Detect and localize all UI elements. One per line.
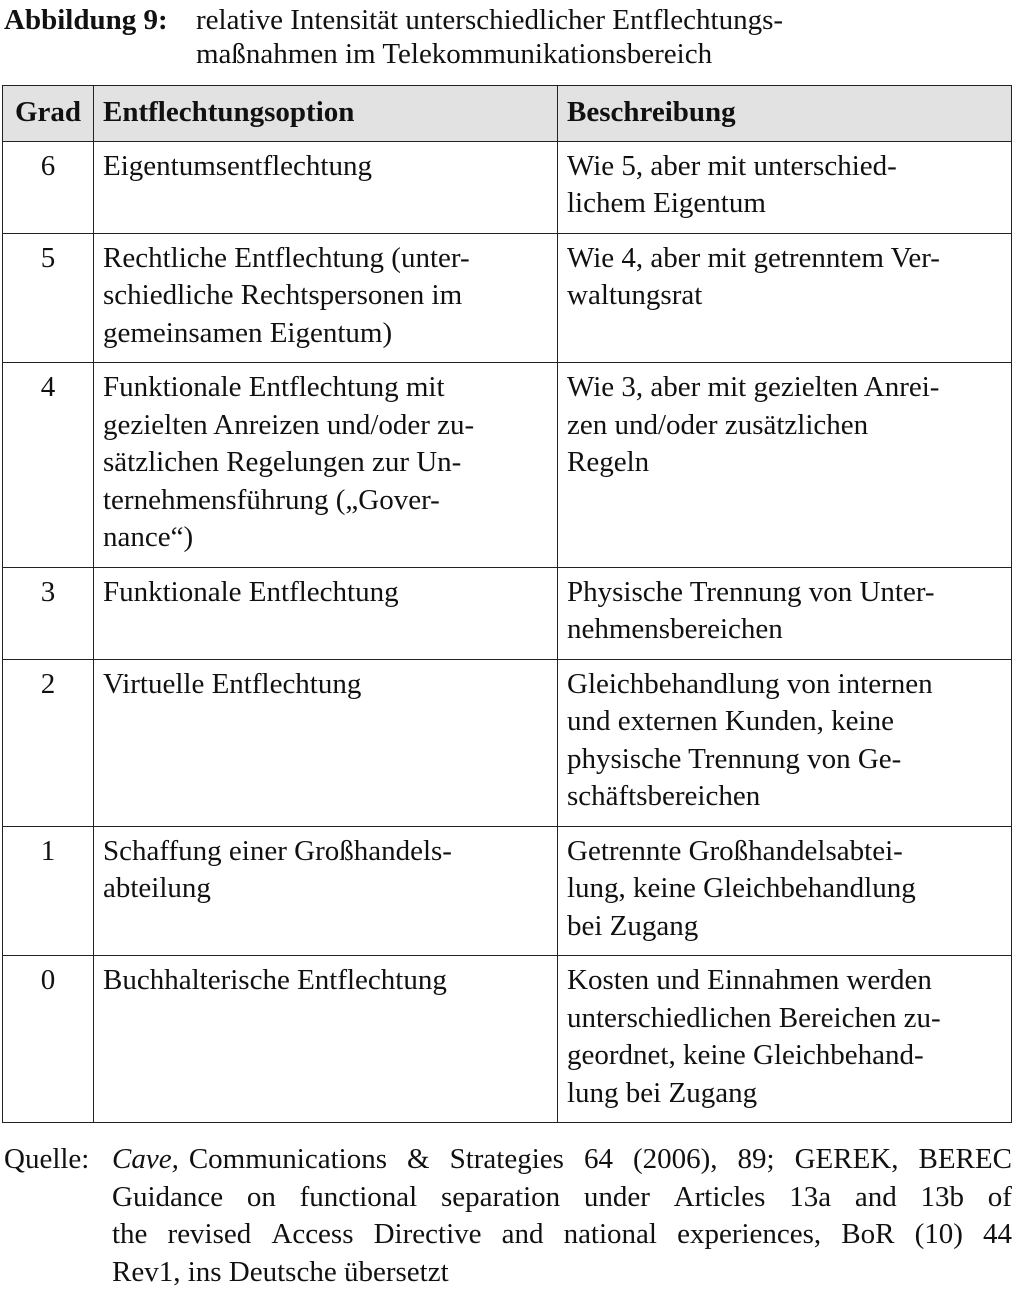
description-line: physische Trennung von Ge- bbox=[567, 741, 1003, 779]
cell-description bbox=[558, 567, 1012, 659]
table-header-row bbox=[3, 86, 1012, 142]
source-word: functional bbox=[300, 1179, 418, 1217]
description-line: Physische Trennung von Unter- bbox=[567, 574, 1003, 612]
cell-option bbox=[94, 826, 558, 956]
source-word: experiences, bbox=[677, 1216, 821, 1254]
option-line: Funktionale Entflechtung bbox=[103, 574, 549, 612]
caption-title-line-1: relative Intensität unterschiedlicher Entflechtungs- bbox=[196, 2, 783, 38]
description-line: Kosten und Einnahmen werden bbox=[567, 962, 1003, 1000]
option-line: schiedliche Rechtspersonen im bbox=[103, 277, 549, 315]
source-word: 64 bbox=[584, 1141, 613, 1179]
option-line: abteilung bbox=[103, 870, 549, 908]
source-author: Cave, bbox=[112, 1141, 179, 1179]
option-line: Funktionale Entflechtung mit bbox=[103, 369, 549, 407]
cell-grad: 6 bbox=[3, 141, 94, 233]
table-row bbox=[3, 233, 1012, 363]
source-word: 13b bbox=[920, 1179, 964, 1217]
cell-grad: 3 bbox=[3, 567, 94, 659]
cell-option bbox=[94, 659, 558, 826]
description-line: zen und/oder zusätzlichen bbox=[567, 407, 1003, 445]
cell-grad: 5 bbox=[3, 233, 94, 363]
table-row bbox=[3, 567, 1012, 659]
source-line-1-text bbox=[189, 1141, 1012, 1179]
source-word: Communications bbox=[189, 1141, 387, 1179]
table-row bbox=[3, 956, 1012, 1123]
cell-option bbox=[94, 567, 558, 659]
source-word: Articles bbox=[674, 1179, 766, 1217]
source-word: (10) bbox=[915, 1216, 963, 1254]
source-word: national bbox=[564, 1216, 657, 1254]
description-line: unterschiedlichen Bereichen zu- bbox=[567, 1000, 1003, 1038]
option-line: Schaffung einer Großhandels- bbox=[103, 833, 549, 871]
cell-grad: 2 bbox=[3, 659, 94, 826]
option-line: ternehmensführung („Gover- bbox=[103, 482, 549, 520]
cell-description bbox=[558, 233, 1012, 363]
caption-title-line-2: maßnahmen im Telekommunikationsbereich bbox=[196, 36, 712, 72]
source-word: Access bbox=[271, 1216, 353, 1254]
source-word: Directive bbox=[374, 1216, 482, 1254]
description-line: bei Zugang bbox=[567, 908, 1003, 946]
option-line: Buchhalterische Entflechtung bbox=[103, 962, 549, 1000]
description-line: lung, keine Gleichbehandlung bbox=[567, 870, 1003, 908]
option-line: nance“) bbox=[103, 519, 549, 557]
description-line: lichem Eigentum bbox=[567, 185, 1003, 223]
table-row bbox=[3, 659, 1012, 826]
source-word: BEREC bbox=[919, 1141, 1012, 1179]
caption-label: Abbildung 9: bbox=[4, 2, 168, 38]
cell-grad: 1 bbox=[3, 826, 94, 956]
unbundling-table bbox=[2, 85, 1012, 1123]
description-line: Wie 4, aber mit getrenntem Ver- bbox=[567, 240, 1003, 278]
description-line: Wie 5, aber mit unterschied- bbox=[567, 148, 1003, 186]
source-word: & bbox=[407, 1141, 430, 1179]
option-line: gezielten Anreizen und/oder zu- bbox=[103, 407, 549, 445]
description-line: Regeln bbox=[567, 444, 1003, 482]
source-word: Strategies bbox=[450, 1141, 564, 1179]
cell-description bbox=[558, 826, 1012, 956]
cell-description bbox=[558, 363, 1012, 568]
source-word: (2006), bbox=[633, 1141, 718, 1179]
source-line-2 bbox=[112, 1179, 1012, 1217]
source-word: GEREK, bbox=[795, 1141, 899, 1179]
description-line: Gleichbehandlung von internen bbox=[567, 666, 1003, 704]
source-label: Quelle: bbox=[4, 1141, 89, 1179]
source-word: 44 bbox=[983, 1216, 1012, 1254]
source-word: revised bbox=[168, 1216, 252, 1254]
header-description: Beschreibung bbox=[558, 86, 1012, 142]
source-word: of bbox=[988, 1179, 1012, 1217]
source-line-3 bbox=[112, 1216, 1012, 1254]
option-line: Virtuelle Entflechtung bbox=[103, 666, 549, 704]
cell-description bbox=[558, 956, 1012, 1123]
cell-option bbox=[94, 956, 558, 1123]
description-line: geordnet, keine Gleichbehand- bbox=[567, 1037, 1003, 1075]
option-line: Eigentumsentflechtung bbox=[103, 148, 549, 186]
description-line: lung bei Zugang bbox=[567, 1075, 1003, 1113]
source-word: and bbox=[855, 1179, 897, 1217]
source-word: BoR bbox=[841, 1216, 894, 1254]
option-line: sätzlichen Regelungen zur Un- bbox=[103, 444, 549, 482]
source-word: separation bbox=[441, 1179, 560, 1217]
source-word: under bbox=[584, 1179, 650, 1217]
description-line: waltungsrat bbox=[567, 277, 1003, 315]
cell-grad: 4 bbox=[3, 363, 94, 568]
source-line-1 bbox=[112, 1141, 1012, 1179]
table-row bbox=[3, 826, 1012, 956]
description-line: schäftsbereichen bbox=[567, 778, 1003, 816]
table-row bbox=[3, 363, 1012, 568]
header-option: Entflechtungsoption bbox=[94, 86, 558, 142]
source-word: the bbox=[112, 1216, 147, 1254]
source-word: on bbox=[247, 1179, 276, 1217]
cell-option bbox=[94, 363, 558, 568]
cell-description bbox=[558, 141, 1012, 233]
description-line: Getrennte Großhandelsabtei- bbox=[567, 833, 1003, 871]
source-word: Guidance bbox=[112, 1179, 223, 1217]
header-grad: Grad bbox=[3, 86, 94, 142]
option-line: Rechtliche Entflechtung (unter- bbox=[103, 240, 549, 278]
option-line: gemeinsamen Eigentum) bbox=[103, 315, 549, 353]
description-line: nehmensbereichen bbox=[567, 611, 1003, 649]
cell-grad: 0 bbox=[3, 956, 94, 1123]
description-line: und externen Kunden, keine bbox=[567, 703, 1003, 741]
cell-description bbox=[558, 659, 1012, 826]
cell-option bbox=[94, 141, 558, 233]
source-word: 89; bbox=[738, 1141, 775, 1179]
source-word: 13a bbox=[789, 1179, 831, 1217]
table-row bbox=[3, 141, 1012, 233]
cell-option bbox=[94, 233, 558, 363]
table-body bbox=[3, 141, 1012, 1123]
source-line-4: Rev1, ins Deutsche übersetzt bbox=[112, 1254, 449, 1291]
description-line: Wie 3, aber mit gezielten Anrei- bbox=[567, 369, 1003, 407]
source-word: and bbox=[502, 1216, 544, 1254]
